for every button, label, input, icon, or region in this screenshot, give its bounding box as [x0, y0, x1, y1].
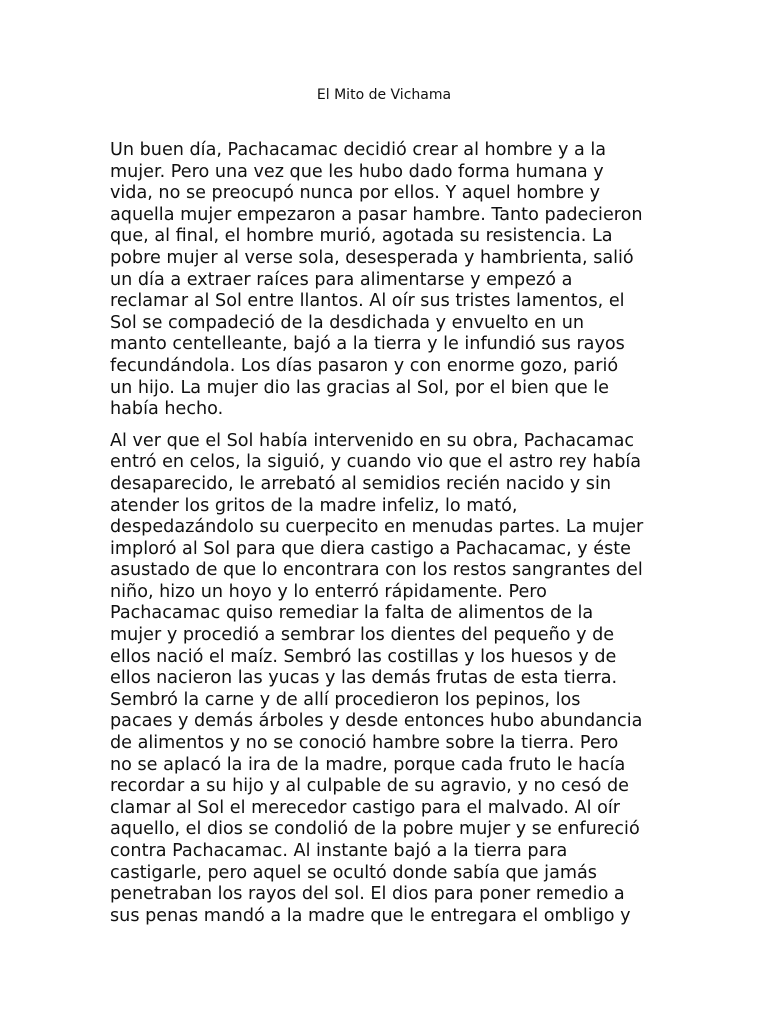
text-line: un día a extraer raíces para alimentarse y empezó a	[110, 269, 573, 290]
text-line: aquella mujer empezaron a pasar hambre. Tanto padecieron	[110, 204, 643, 225]
text-line: Un buen día, Pachacamac decidió crear al hombre y a la	[110, 140, 607, 160]
text-line: imploró al Sol para que diera castigo a Pachacamac, y éste	[110, 538, 631, 559]
text-line: ellos nacieron las yucas y las demás frutas de esta tierra.	[110, 668, 618, 689]
document-body	[110, 140, 670, 937]
text-line: niño, hizo un hoyo y lo enterró rápidamente. Pero	[110, 581, 547, 602]
text-line: ellos nació el maíz. Sembró las costillas y los huesos y de	[110, 646, 617, 667]
text-line: aquello, el dios se condolió de la pobre mujer y se enfureció	[110, 819, 640, 840]
paragraph-2	[110, 431, 670, 928]
text-line: pobre mujer al verse sola, desesperada y hambrienta, salió	[110, 247, 634, 268]
paragraph-1	[110, 140, 670, 421]
text-line: reclamar al Sol entre llantos. Al oír sus tristes lamentos, el	[110, 291, 625, 312]
text-line: recordar a su hijo y al culpable de su agravio, y no cesó de	[110, 776, 630, 797]
document-title: El Mito de Vichama	[316, 87, 452, 103]
text-line: Sembró la carne y de allí procedieron los pepinos, los	[110, 689, 581, 710]
text-line: mujer y procedió a sembrar los dientes del pequeño y de	[110, 625, 615, 646]
text-line: Pachacamac quiso remediar la falta de alimentos de la	[110, 603, 594, 624]
text-line: castigarle, pero aquel se ocultó donde sabía que jamás	[110, 862, 597, 883]
text-line: Sol se compadeció de la desdichada y envuelto en un	[110, 312, 585, 333]
text-line: un hijo. La mujer dio las gracias al Sol, por el bien que le	[110, 377, 609, 398]
text-line: desaparecido, le arrebató al semidios recién nacido y sin	[110, 473, 612, 494]
text-line: que, al final, el hombre murió, agotada su resistencia. La	[110, 226, 613, 247]
text-line: no se aplacó la ira de la madre, porque cada fruto le hacía	[110, 754, 626, 775]
text-line: entró en celos, la siguió, y cuando vio que el astro rey había	[110, 452, 642, 473]
text-line: fecundándola. Los días pasaron y con enorme gozo, parió	[110, 355, 619, 376]
text-line: Al ver que el Sol había intervenido en su obra, Pachacamac	[110, 430, 635, 451]
text-line: asustado de que lo encontrara con los restos sangrantes del	[110, 560, 643, 581]
text-line: de alimentos y no se conoció hambre sobre la tierra. Pero	[110, 733, 619, 754]
text-line: clamar al Sol el merecedor castigo para el malvado. Al oír	[110, 797, 620, 818]
text-line: despedazándolo su cuerpecito en menudas partes. La mujer	[110, 517, 644, 538]
text-line: contra Pachacamac. Al instante bajó a la tierra para	[110, 841, 568, 861]
text-line: manto centelleante, bajó a la tierra y le infundió sus rayos	[110, 334, 625, 355]
text-line: sus penas mandó a la madre que le entregara el ombligo y	[110, 905, 631, 926]
text-line: mujer. Pero una vez que les hubo dado forma humana y	[110, 161, 604, 182]
text-line: penetraban los rayos del sol. El dios para poner remedio a	[110, 884, 625, 905]
text-line: atender los gritos de la madre infeliz, lo mató,	[110, 495, 518, 516]
text-line: pacaes y demás árboles y desde entonces hubo abundancia	[110, 711, 643, 732]
text-line: vida, no se preocupó nunca por ellos. Y aquel hombre y	[110, 183, 601, 204]
text-line: había hecho.	[110, 399, 224, 420]
